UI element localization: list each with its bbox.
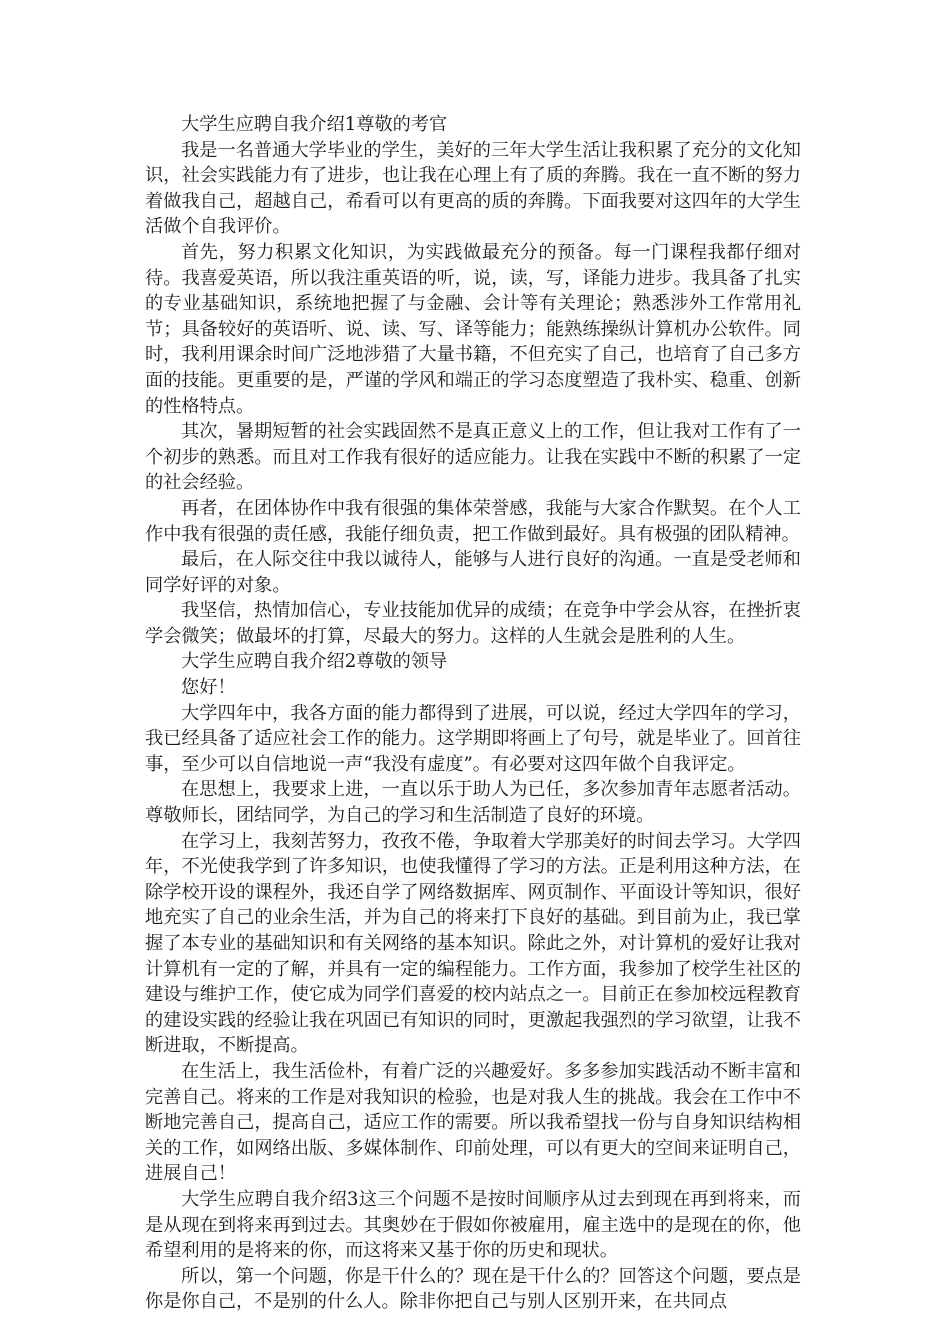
document-body: [145, 112, 801, 1315]
body-paragraph: 其次，暑期短暂的社会实践固然不是真正意义上的工作，但让我对工作有了一个初步的熟悉。而且对工作我有很好的适应能力。让我在实践中不断的积累了一定的社会经验。: [145, 421, 801, 494]
body-paragraph: 再者，在团体协作中我有很强的集体荣誉感，我能与大家合作默契。在个人工作中我有很强的责任感，我能仔细负责，把工作做到最好。具有极强的团队精神。: [145, 497, 801, 545]
body-paragraph: 我坚信，热情加信心，专业技能加优异的成绩；在竞争中学会从容，在挫折衷学会微笑；做最坏的打算，尽最大的努力。这样的人生就会是胜利的人生。: [145, 600, 801, 647]
greeting-line: 您好！: [181, 677, 236, 699]
heading-intro-2: 大学生应聘自我介绍2尊敬的领导: [181, 651, 448, 673]
heading-intro-1: 大学生应聘自我介绍1尊敬的考官: [181, 114, 448, 135]
body-paragraph: 在学习上，我刻苦努力，孜孜不倦，争取着大学那美好的时间去学习。大学四年，不光使我学到了许多知识，也使我懂得了学习的方法。正是利用这种方法，在除学校开设的课程外，我还自学了网络数据库、网页制作、平面设计等知识，很好地充实了自己的业余生活，并为自己的将来打下良好的基础。到目前为止，我已掌握了本专业的基础知识和有关网络的基本知识。除此之外，对计算机的爱好让我对计算机有一定的了解，并具有一定的编程能力。工作方面，我参加了校学生社区的建设与维护工作，使它成为同学们喜爱的校内站点之一。目前正在参加校远程教育的建设实践的经验让我在巩固已有知识的同时，更激起我强烈的学习欲望，让我不断进取，不断提高。: [145, 830, 801, 1057]
body-paragraph: 在思想上，我要求上进，一直以乐于助人为已任，多次参加青年志愿者活动。尊敬师长，团结同学，为自己的学习和生活制造了良好的环境。: [145, 779, 801, 827]
body-paragraph: 大学四年中，我各方面的能力都得到了进展，可以说，经过大学四年的学习，我已经具备了适应社会工作的能力。这学期即将画上了句号，就是毕业了。回首往事，至少可以自信地说一声“我没有虚度”。有必要对这四年做个自我评定。: [145, 702, 801, 775]
body-paragraph: 所以，第一个问题，你是干什么的？现在是干什么的？回答这个问题，要点是你是你自己，不是别的什么人。除非你把自己与别人区别开来，在共同点: [145, 1265, 801, 1313]
body-paragraph: 我是一名普通大学毕业的学生，美好的三年大学生活让我积累了充分的文化知识，社会实践能力有了进步，也让我在心理上有了质的奔腾。我在一直不断的努力着做我自己，超越自己，希看可以有更高的质的奔腾。下面我要对这四年的大学生活做个自我评价。: [145, 139, 801, 238]
body-paragraph: 首先，努力积累文化知识，为实践做最充分的预备。每一门课程我都仔细对待。我喜爱英语，所以我注重英语的听，说，读，写，译能力进步。我具备了扎实的专业基础知识，系统地把握了与金融、会计等有关理论；熟悉涉外工作常用礼节；具备较好的英语听、说、读、写、译等能力；能熟练操纵计算机办公软件。同时，我利用课余时间广泛地涉猎了大量书籍，不但充实了自己，也培育了自己多方面的技能。更重要的是，严谨的学风和端正的学习态度塑造了我朴实、稳重、创新的性格特点。: [145, 241, 801, 417]
body-paragraph: 在生活上，我生活俭朴，有着广泛的兴趣爱好。多多参加实践活动不断丰富和完善自己。将来的工作是对我知识的检验，也是对我人生的挑战。我会在工作中不断地完善自己，提高自己，适应工作的需要。所以我希望找一份与自身知识结构相关的工作，如网络出版、多媒体制作、印前处理，可以有更大的空间来证明自己，进展自己！: [145, 1060, 801, 1185]
heading-intro-3: 大学生应聘自我介绍3这三个问题不是按时间顺序从过去到现在再到将来，而是从现在到将来再到过去。其奥妙在于假如你被雇用，雇主选中的是现在的你，他希望利用的是将来的你，而这将来又基于你的历史和现状。: [145, 1188, 801, 1262]
body-paragraph: 最后，在人际交往中我以诚待人，能够与人进行良好的沟通。一直是受老师和同学好评的对象。: [145, 549, 801, 596]
